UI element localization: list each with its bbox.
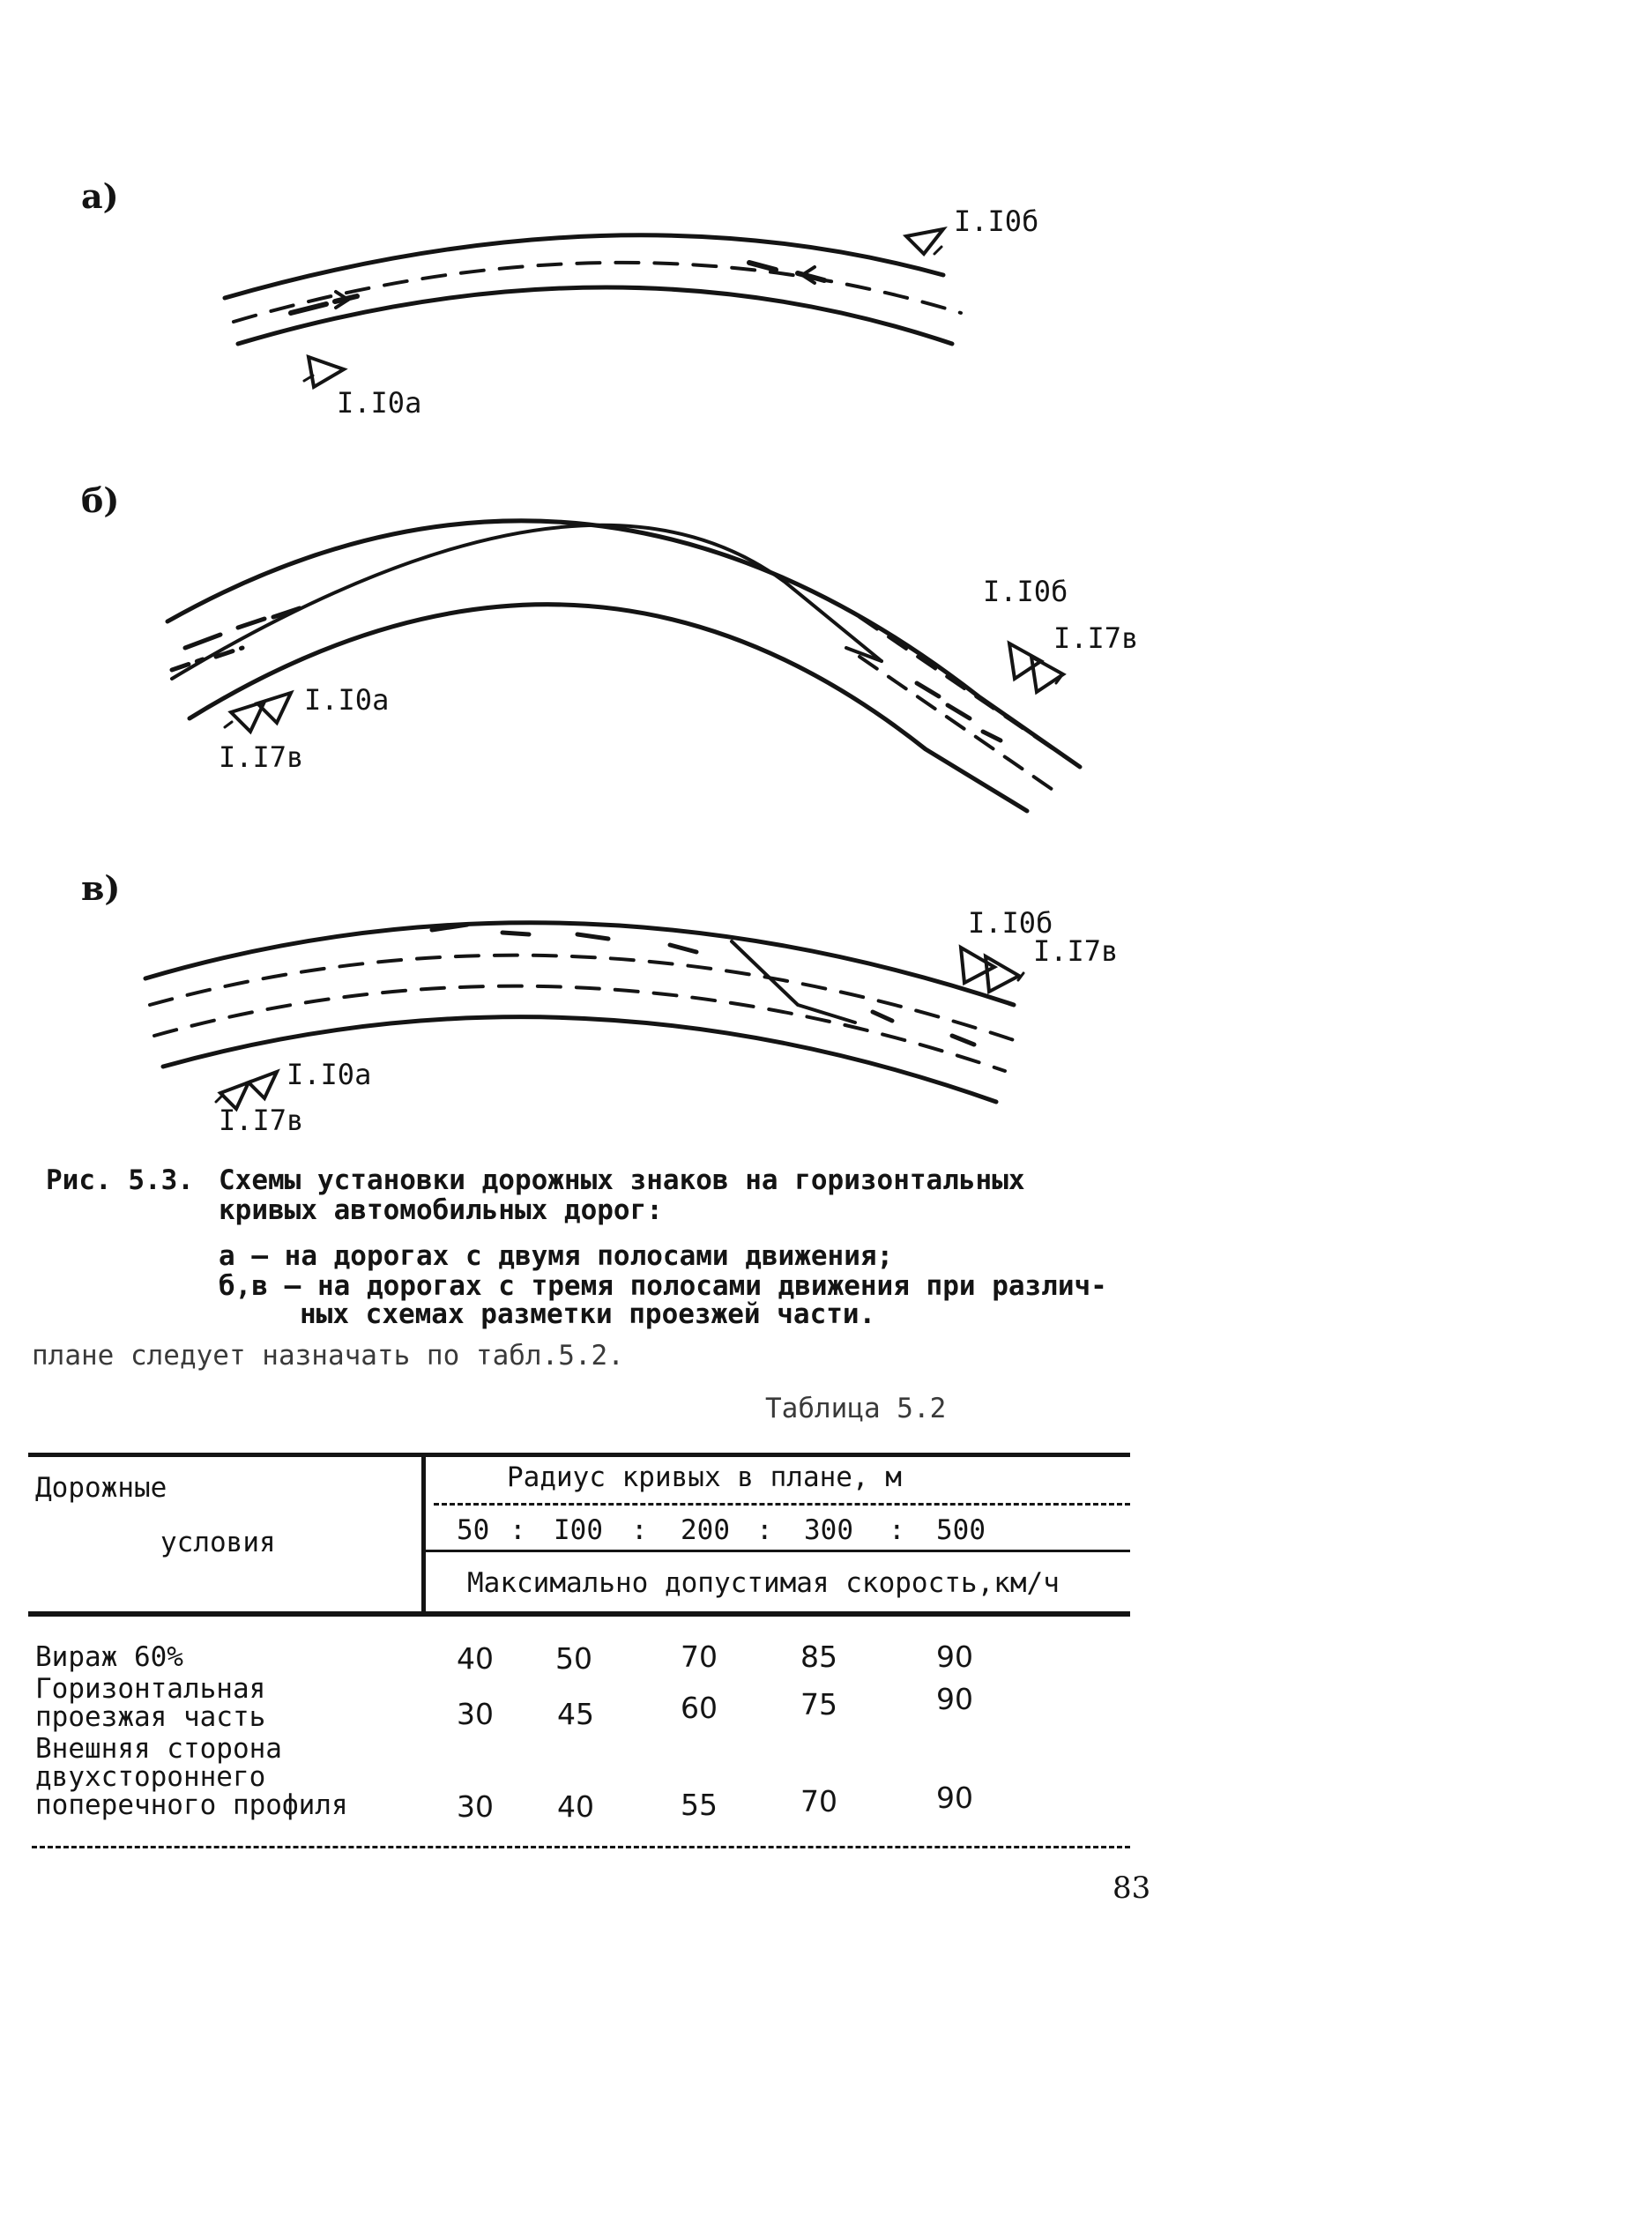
scheme-b-road: [167, 521, 1080, 811]
sign-label-b-i17v-right: I.I7в: [1053, 621, 1139, 655]
row-value-200: 70: [681, 1640, 718, 1674]
figure-caption-item-a: а – на дорогах с двумя полосами движения;: [219, 1240, 894, 1272]
scheme-v-sign-i17v-right: [961, 948, 1023, 992]
header-radius-separator: :: [510, 1514, 526, 1546]
sign-label-b-i10a: I.I0а: [304, 683, 390, 717]
row-condition-line3: поперечного профиля: [35, 1789, 348, 1821]
header-radius-50: 50: [457, 1514, 490, 1546]
sign-label-v-i10b: I.I0б: [968, 906, 1053, 940]
figure-caption-line2: кривых автомобильных дорог:: [219, 1194, 663, 1226]
header-radius-500: 500: [936, 1514, 986, 1546]
row-condition-line1: Горизонтальная: [35, 1673, 266, 1705]
header-radius-separator: :: [631, 1514, 648, 1546]
header-conditions-line2: условия: [160, 1527, 276, 1558]
header-radius-dashed-rule: [434, 1503, 1130, 1506]
row-value-300: 75: [800, 1687, 837, 1721]
row-value-100: 45: [557, 1697, 594, 1731]
panel-label-b: б): [81, 480, 120, 520]
figure-caption-prefix: Рис. 5.3.: [46, 1164, 194, 1196]
table-header-bottom-rule: [28, 1611, 1130, 1617]
row-value-500: 90: [936, 1682, 973, 1716]
row-value-500: 90: [936, 1781, 973, 1815]
table-header-divider: [421, 1454, 426, 1611]
row-value-100: 40: [557, 1789, 594, 1824]
sign-label-b-i10b: I.I0б: [983, 575, 1068, 608]
header-speed-rule: [423, 1550, 1130, 1552]
row-value-50: 30: [457, 1697, 494, 1731]
row-condition-line2: проезжая часть: [35, 1701, 266, 1733]
header-speed-label: Максимально допустимая скорость,км/ч: [467, 1567, 1060, 1599]
header-radius-separator: :: [756, 1514, 773, 1546]
scheme-a-sign-i10b: [906, 229, 943, 254]
table-bottom-dashed-rule: [32, 1846, 1130, 1848]
header-conditions-line1: Дорожные: [35, 1472, 167, 1504]
figure-caption-item-b-line2: ных схемах разметки проезжей части.: [300, 1298, 876, 1330]
row-value-100: 50: [555, 1641, 592, 1676]
body-text-line: плане следует назначать по табл.5.2.: [32, 1340, 624, 1372]
sign-label-v-i17v-left: I.I7в: [219, 1104, 304, 1137]
row-value-200: 60: [681, 1691, 718, 1725]
figure-caption-item-b-line1: б,в – на дорогах с тремя полосами движения при различ-: [219, 1270, 1107, 1302]
scheme-b-sign-i17v-left: [225, 693, 291, 732]
header-radius-300: 300: [804, 1514, 853, 1546]
sign-label-b-i17v-left: I.I7в: [219, 740, 304, 774]
scheme-a-road: [225, 235, 961, 344]
header-radius-separator: :: [889, 1514, 905, 1546]
row-condition-line1: Внешняя сторона: [35, 1733, 282, 1765]
figure-caption-line1: Схемы установки дорожных знаков на горизонтальных: [219, 1164, 1025, 1196]
row-value-500: 90: [936, 1640, 973, 1674]
table-top-rule: [28, 1453, 1130, 1457]
header-radius-group: Радиус кривых в плане, м: [507, 1461, 902, 1493]
row-condition: Вираж 60%: [35, 1641, 183, 1673]
sign-label-a-i10b: I.I0б: [954, 204, 1039, 238]
panel-label-a: а): [81, 176, 119, 216]
row-value-50: 30: [457, 1789, 494, 1824]
header-radius-100: I00: [554, 1514, 603, 1546]
sign-label-v-i17v-right: I.I7в: [1033, 934, 1119, 968]
panel-label-v: в): [81, 868, 121, 908]
row-value-200: 55: [681, 1788, 718, 1822]
scheme-a-sign-i10a: [304, 357, 344, 387]
row-value-50: 40: [457, 1641, 494, 1676]
row-value-300: 70: [800, 1784, 837, 1818]
header-radius-200: 200: [681, 1514, 730, 1546]
row-value-300: 85: [800, 1640, 837, 1674]
page-number: 83: [1112, 1870, 1151, 1906]
sign-label-a-i10a: I.I0а: [337, 386, 422, 420]
sign-label-v-i10a: I.I0а: [286, 1058, 372, 1091]
table-title: Таблица 5.2: [765, 1393, 947, 1424]
row-condition-line2: двухстороннего: [35, 1761, 266, 1793]
